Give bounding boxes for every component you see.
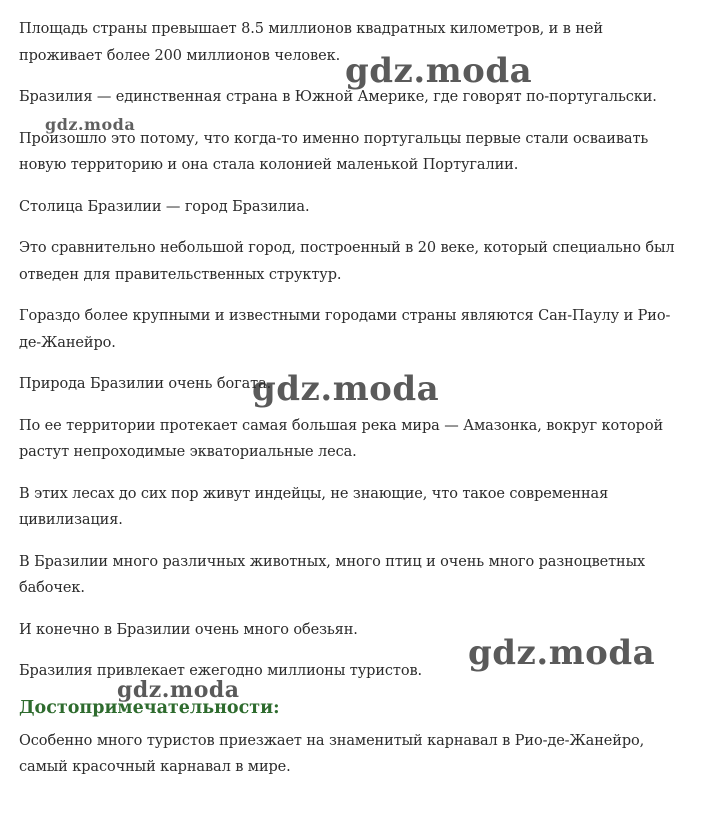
watermark-logo: gdz.moda [252,369,440,409]
paragraph-tourists: Бразилия привлекает ежегодно миллионы туристов. [19,663,423,679]
paragraph-indians: В этих лесах до сих пор живут индейцы, не знающие, что такое современная цивилизация. [19,485,609,528]
section-heading-sights: Достопримечательности: [19,697,280,718]
paragraph-history: Произошло это потому, что когда-то именно португальцы первые стали осваивать новую территорию и она стала колонией маленькой Португалии. [19,130,649,173]
paragraph-amazon: По ее территории протекает самая большая река мира — Амазонка, вокруг которой растут непроходимые экваториальные леса. [19,417,664,460]
paragraph-animals: В Бразилии много различных животных, много птиц и очень много разноцветных бабочек. [19,553,646,596]
watermark-logo: gdz.moda [345,51,533,91]
paragraph-monkeys: И конечно в Бразилии очень много обезьян. [19,621,358,638]
watermark-logo: gdz.moda [45,115,136,134]
paragraph-area: Площадь страны превышает 8.5 миллионов квадратных километров, и в ней проживает более 200 миллионов человек. [19,21,603,64]
paragraph-nature: Природа Бразилии очень богата. [19,376,272,392]
watermark-logo: gdz.moda [468,633,656,673]
watermark-logo: gdz.moda [117,677,240,703]
paragraph-cities: Гораздо более крупными и известными городами страны являются Сан-Паулу и Рио-де-Жанейро. [19,308,671,351]
paragraph-language: Бразилия — единственная страна в Южной Америке, где говорят по-португальски. [19,89,657,105]
paragraph-capital-info: Это сравнительно небольшой город, построенный в 20 веке, который специально был отведен для правительственных структур. [19,240,675,283]
article-body [19,16,689,796]
paragraph-carnival: Особенно много туристов приезжает на знаменитый карнавал в Рио-де-Жанейро, самый красочный карнавал в мире. [19,732,645,775]
paragraph-capital: Столица Бразилии — город Бразилиа. [19,198,310,215]
